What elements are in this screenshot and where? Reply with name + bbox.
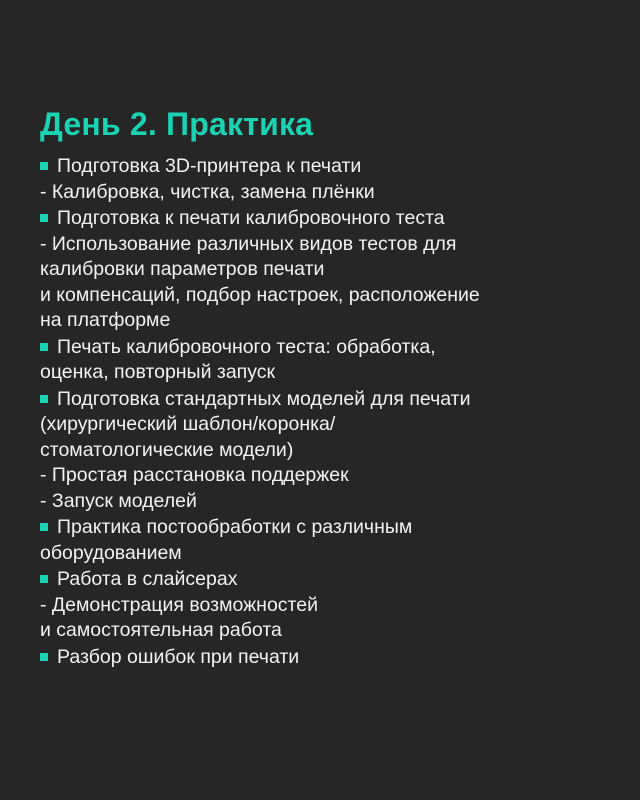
square-bullet-icon [40, 575, 48, 583]
list-item [40, 438, 600, 464]
list-item-text: калибровки параметров печати [40, 258, 325, 280]
list-item [40, 232, 600, 258]
list-item [40, 412, 600, 438]
list-item-text: оборудованием [40, 541, 182, 564]
list-item [40, 387, 600, 413]
list-item [40, 180, 600, 206]
list-item-text: на платформе [40, 309, 171, 331]
list-item-text: - Использование различных видов тестов для [40, 232, 457, 255]
square-bullet-icon [40, 653, 48, 661]
list-item [40, 515, 600, 541]
list-item-text: - Простая расстановка поддержек [40, 464, 349, 486]
list-item-text: Практика постообработки с различным [57, 516, 413, 538]
list-item [40, 645, 600, 671]
program-list [40, 154, 600, 670]
list-item-text: - Калибровка, чистка, замена плёнки [40, 180, 375, 203]
list-item-text: Подготовка к печати калибровочного теста [57, 207, 445, 229]
list-item [40, 618, 600, 644]
list-item-text: (хирургический шаблон/коронка/ [40, 413, 336, 435]
list-item-text: и компенсаций, подбор настроек, расположение [40, 283, 480, 306]
list-item [40, 206, 600, 232]
list-item-text: - Демонстрация возможностей [40, 593, 318, 616]
list-item [40, 593, 600, 619]
square-bullet-icon [40, 162, 48, 170]
list-item [40, 257, 600, 283]
list-item [40, 154, 600, 180]
square-bullet-icon [40, 214, 48, 222]
list-item-text: Разбор ошибок при печати [57, 645, 300, 668]
list-item [40, 308, 600, 334]
list-item [40, 283, 600, 309]
list-item-text: - Запуск моделей [40, 489, 197, 512]
list-item [40, 489, 600, 515]
list-item-text: стоматологические модели) [40, 438, 294, 461]
square-bullet-icon [40, 395, 48, 403]
list-item [40, 360, 600, 386]
slide [40, 104, 600, 670]
list-item-text: Подготовка стандартных моделей для печати [57, 387, 471, 410]
page-title: День 2. Практика [40, 106, 314, 142]
list-item-text: Подготовка 3D-принтера к печати [57, 155, 362, 177]
square-bullet-icon [40, 343, 48, 351]
list-item-text: оценка, повторный запуск [40, 361, 276, 383]
list-item [40, 335, 600, 361]
list-item [40, 463, 600, 489]
list-item-text: Печать калибровочного теста: обработка, [57, 335, 436, 358]
list-item-text: Работа в слайсерах [57, 568, 238, 590]
list-item [40, 567, 600, 593]
square-bullet-icon [40, 523, 48, 531]
list-item [40, 541, 600, 567]
list-item-text: и самостоятельная работа [40, 619, 282, 641]
